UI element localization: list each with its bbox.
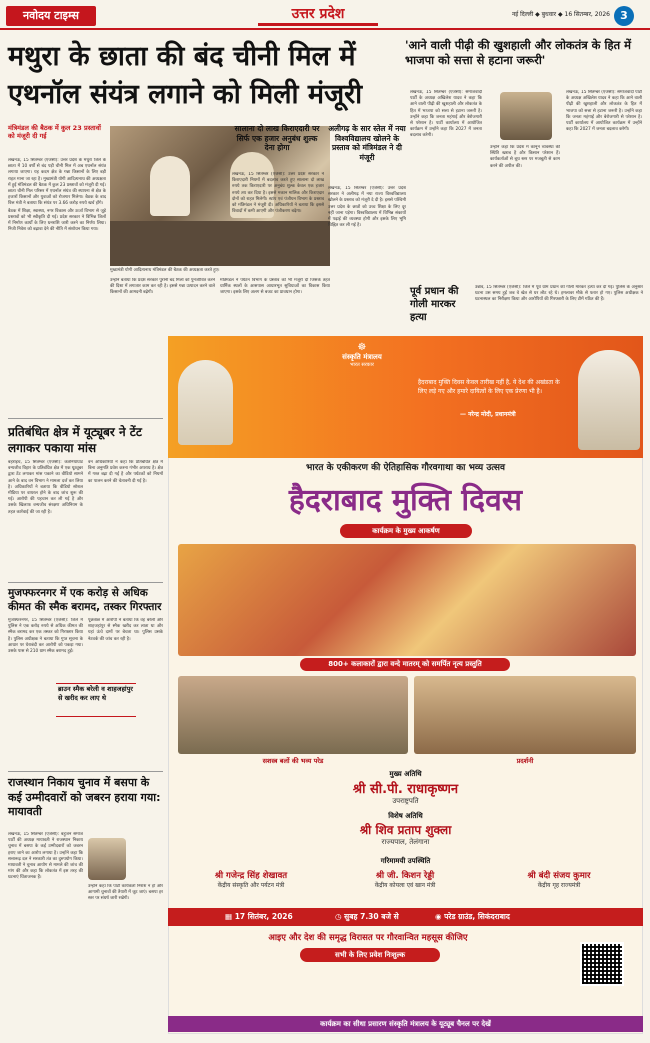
divider bbox=[8, 771, 163, 772]
parade-photo bbox=[178, 676, 408, 754]
akhilesh-body3: लखनऊ, 15 सितम्बर (एजेंसी): समाजवादी पार्टी के अध्यक्ष अखिलेश यादव ने कहा कि आने वाली पीढ़ी की खुशहाली और लोकतंत्र के हित में भाजपा को सत्ता से हटाना जरूरी है। उन्होंने कहा कि जनता महंगाई और बेरोजगारी से परेशान है। पार्टी कार्यालय में आयोजित कार्यक्रम में उन्होंने कहा कि 2027 में जनता बदलाव करेगी। bbox=[566, 90, 642, 133]
pm-portrait bbox=[578, 350, 640, 450]
location-icon: ◉ bbox=[435, 912, 445, 921]
youtuber-headline: प्रतिबंधित क्षेत्र में यूट्यूबर ने टेंट लगाकर पकाया मांस bbox=[8, 425, 142, 455]
issue-date: नई दिल्ली ◆ बुधवार ◆ 16 सितम्बर, 2026 bbox=[511, 11, 610, 18]
chief-label: मुख्य अतिथि bbox=[389, 770, 422, 778]
event-time-text: सुबह 7.30 बजे से bbox=[344, 912, 399, 921]
special-role: राज्यपाल, तेलंगाना bbox=[381, 838, 430, 846]
akhilesh-portrait bbox=[500, 92, 552, 140]
emblem-icon: ☸ bbox=[357, 342, 367, 353]
calendar-icon: ▦ bbox=[225, 912, 235, 921]
youtuber-body2: वन अधिकारियों ने कहा कि प्रतिबंधित क्षेत्र में बिना अनुमति प्रवेश करना गंभीर अपराध है। क्षेत्र में गश्त बढ़ा दी गई है और पर्यटकों को नियमों का पालन करने की चेतावनी दी गई है। bbox=[88, 460, 163, 484]
pm-quote: हैदराबाद मुक्ति दिवस केवल तारीख नहीं है, ये देश की अखंडता के लिए लड़े गए और हमारे दायित्वों के लिए एक प्रेरणा भी है। bbox=[418, 379, 560, 395]
ministry-sub: भारत सरकार bbox=[350, 362, 374, 368]
event-venue bbox=[435, 910, 585, 924]
chief-role: उपराष्ट्रपति bbox=[392, 797, 419, 805]
divider bbox=[8, 582, 163, 583]
smack-body2: पूछताछ में आरोपी ने बताया कि वह बरेली और शाहजहांपुर से स्मैक खरीद कर लाता था और यहां ऊंचे दामों पर बेचता था। पुलिस उसके नेटवर्क की जांच कर रही है। bbox=[88, 618, 163, 642]
event-date-text: 17 सितंबर, 2026 bbox=[234, 912, 293, 921]
rent-body: लखनऊ, 15 सितम्बर (एजेंसी): उत्तर प्रदेश सरकार ने किराएदारी नियमों में बदलाव करते हुए सालाना दो लाख रुपये तक किराएदारी पर अनुबंध शुल्क केवल एक हजार रुपये तय कर दिया है। इससे मकान मालिक और किराएदार दोनों को राहत मिलेगी। स्टांप एवं पंजीयन विभाग के प्रस्ताव को मंत्रिमंडल ने मंजूरी दी। अधिकारियों ने बताया कि इससे विवादों में कमी आएगी और पंजीकरण बढ़ेगा। bbox=[232, 172, 324, 215]
guest-2-role: केंद्रीय कोयला एवं खान मंत्री bbox=[374, 882, 436, 889]
guest-1 bbox=[176, 870, 326, 889]
event-time bbox=[335, 910, 435, 924]
special-label: विशेष अतिथि bbox=[388, 812, 423, 820]
aligarh-headline: अलीगढ़ के सार स्तेल में नया विश्वविद्यालय खोलने के प्रस्ताव को मंत्रिमंडल ने दी मंजूरी bbox=[328, 124, 406, 162]
guests-label: गरिमामयी उपस्थिति bbox=[380, 857, 431, 865]
guest-2 bbox=[330, 870, 480, 889]
page-number: 3 bbox=[614, 6, 634, 26]
murder-body: उन्नाव, 15 सितम्बर (एजेंसी): जिले में पूर्व ग्राम प्रधान की गोली मारकर हत्या कर दी गई। पुलिस के अनुसार घटना उस समय हुई जब वे खेत से घर लौट रहे थे। हमलावर मौके से फरार हो गए। पुलिस अधीक्षक ने घटनास्थल का निरीक्षण किया और आरोपियों की गिरफ्तारी के लिए टीमें गठित की हैं। bbox=[475, 285, 643, 303]
dance-caption: 800+ कलाकारों द्वारा वन्दे मातरम् को समर्पित नृत्य प्रस्तुति bbox=[300, 658, 510, 671]
guest-3 bbox=[484, 870, 634, 889]
smack-body: मुजफ्फरनगर, 15 सितम्बर (एजेंसी): जिले में पुलिस ने एक करोड़ रुपये से अधिक कीमत की स्मैक बरामद कर एक तस्कर को गिरफ्तार किया है। पुलिस अधीक्षक ने बताया कि गुप्त सूचना के आधार पर घेराबंदी कर आरोपी को पकड़ा गया। उसके पास से 210 ग्राम स्मैक बरामद हुई। bbox=[8, 618, 83, 655]
mayawati-body2: उन्होंने कहा कि पार्टी कार्यकर्ता निराश न हों और आगामी चुनावों की तैयारी में जुट जाएं। बसपा हर स्तर पर संघर्ष जारी रखेगी। bbox=[88, 884, 163, 902]
parade-caption: सशस्त्र बलों की भव्य परेड bbox=[262, 757, 324, 765]
qr-code-icon[interactable] bbox=[580, 942, 624, 986]
murder-headline: पूर्व प्रधान की गोली मारकर हत्या bbox=[410, 286, 459, 323]
akhilesh-body: लखनऊ, 15 सितम्बर (एजेंसी): समाजवादी पार्टी के अध्यक्ष अखिलेश यादव ने कहा कि आने वाली पीढ़ी की खुशहाली और लोकतंत्र के हित में भाजपा को सत्ता से हटाना जरूरी है। उन्होंने कहा कि जनता महंगाई और बेरोजगारी से परेशान है। पार्टी कार्यालय में आयोजित कार्यक्रम में उन्होंने कहा कि 2027 में जनता बदलाव करेगी। bbox=[410, 90, 482, 139]
special-name: श्री शिव प्रताप शुक्ला bbox=[359, 823, 452, 837]
guest-1-role: केंद्रीय संस्कृति और पर्यटन मंत्री bbox=[217, 882, 285, 889]
guest-1-name: श्री गजेन्द्र सिंह शेखावत bbox=[214, 871, 288, 881]
clock-icon: ◷ bbox=[335, 912, 345, 921]
ad-title: हैदराबाद मुक्ति दिवस bbox=[288, 483, 523, 518]
minister-portrait bbox=[178, 360, 233, 445]
guest-3-name: श्री बंदी संजय कुमार bbox=[527, 871, 591, 881]
exhibition-caption: प्रदर्शनी bbox=[516, 757, 534, 765]
chief-guest bbox=[168, 770, 643, 806]
entry-free: सभी के लिए प्रवेश निःशुल्क bbox=[300, 948, 440, 962]
mayawati-portrait bbox=[88, 838, 126, 880]
ad-cta: आइए और देश की समृद्ध विरासत पर गौरवान्वित महसूस कीजिए bbox=[268, 933, 468, 943]
chief-name: श्री सी.पी. राधाकृष्णन bbox=[352, 782, 459, 797]
aligarh-body: लखनऊ, 15 सितम्बर (एजेंसी): उत्तर प्रदेश सरकार ने अलीगढ़ में नया राज्य विश्वविद्यालय खोलने के प्रस्ताव को मंजूरी दे दी है। इससे पश्चिमी उत्तर प्रदेश के छात्रों को उच्च शिक्षा के लिए दूर नहीं जाना पड़ेगा। विश्वविद्यालय में विभिन्न संकायों में पढ़ाई की व्यवस्था होगी और इसके लिए भूमि चिह्नित कर ली गई है। bbox=[328, 186, 406, 229]
ad-subtitle: भारत के एकीकरण की ऐतिहासिक गौरवगाथा का भव्य उत्सव bbox=[306, 463, 505, 473]
mayawati-headline: राजस्थान निकाय चुनाव में बसपा के कई उम्मीदवारों को जबरन हराया गया: मायावती bbox=[8, 776, 161, 818]
person-figure-icon bbox=[150, 156, 190, 216]
ministry-block bbox=[312, 342, 412, 368]
section-title: उत्तर प्रदेश bbox=[258, 4, 378, 26]
smack-headline: मुजफ्फरनगर में एक करोड़ से अधिक कीमत की स्मैक बरामद, तस्कर गिरफ्तार bbox=[8, 587, 162, 613]
ad-footer: कार्यक्रम का सीधा प्रसारण संस्कृति मंत्रालय के यूट्यूब चैनल पर देखें bbox=[168, 1016, 643, 1032]
akhilesh-headline: 'आने वाली पीढ़ी की खुशहाली और लोकतंत्र के हित में भाजपा को सत्ता से हटाना जरूरी' bbox=[405, 38, 632, 67]
akhilesh-body2: उन्होंने कहा कि प्रदेश में कानून व्यवस्था की स्थिति खराब है और किसान परेशान हैं। कार्यकर्ताओं से बूथ स्तर पर मजबूती से काम करने की अपील की। bbox=[490, 145, 560, 169]
lead-headline: मथुरा के छाता की बंद चीनी मिल में एथनॉल संयंत्र लगाने को मिली मंजूरी bbox=[8, 41, 363, 110]
special-guest bbox=[168, 812, 643, 847]
dance-photo bbox=[178, 544, 636, 656]
youtuber-body: बहराइच, 15 सितम्बर (एजेंसी): कतर्नियाघाट वन्यजीव विहार के प्रतिबंधित क्षेत्र में एक यूट्यूबर द्वारा टेंट लगाकर मांस पकाने का वीडियो सामने आने के बाद वन विभाग ने मामला दर्ज कर लिया है। अधिकारियों ने बताया कि वीडियो सोशल मीडिया पर वायरल होने के बाद जांच शुरू की गई। आरोपी की पहचान कर ली गई है और उसके खिलाफ वन्यजीव संरक्षण अधिनियम के तहत कार्रवाई की जा रही है। bbox=[8, 460, 83, 515]
photo-caption: मुख्यमंत्री योगी आदित्यनाथ मंत्रिमंडल की बैठक की अध्यक्षता करते हुए। bbox=[110, 268, 220, 273]
lead-kicker: मंत्रिमंडल की बैठक में कुल 23 प्रस्तावों को मंजूरी दी गई bbox=[8, 124, 101, 140]
rent-headline: सालाना दो लाख किराएदारी पर सिर्फ एक हजार अनुबंध शुल्क देना होगा bbox=[234, 124, 320, 152]
exhibition-photo bbox=[414, 676, 636, 754]
lead-body-col3: मंत्रिमंडल ने पर्यटन विभाग के प्रस्ताव को भी मंजूरी दी जिसके तहत धार्मिक स्थलों के आसपास आधारभूत सुविधाओं का विकास किया जाएगा। इसके लिए अलग से बजट का प्रावधान होगा। bbox=[220, 278, 330, 296]
mayawati-body: लखनऊ, 15 सितम्बर (एजेंसी): बहुजन समाज पार्टी की अध्यक्ष मायावती ने राजस्थान निकाय चुनाव में बसपा के कई उम्मीदवारों को जबरन हराए जाने का आरोप लगाया है। उन्होंने कहा कि सत्तारूढ़ दल ने सरकारी तंत्र का दुरुपयोग किया। मायावती ने चुनाव आयोग से मामले की जांच की मांग की और कहा कि लोकतंत्र में इस तरह की घटनाएं चिंताजनक हैं। bbox=[8, 832, 83, 881]
lead-body-col1: लखनऊ, 15 सितम्बर (एजेंसी): उत्तर प्रदेश के मथुरा जिले के छाता में 10 वर्षों से बंद पड़ी चीनी मिल में अब एथनॉल संयंत्र लगाया जाएगा। यह कदम क्षेत्र के गन्ना किसानों के लिए बड़ी राहत माना जा रहा है। मुख्यमंत्री योगी आदित्यनाथ की अध्यक्षता में हुई मंत्रिमंडल की बैठक में कुल 23 प्रस्तावों को मंजूरी दी गई। छाता चीनी मिल परिसर में एथनॉल संयंत्र की स्थापना से क्षेत्र के हजारों किसानों और युवाओं को रोजगार मिलेगा। बैठक के बाद वित्त मंत्री ने बताया कि संयंत्र पर 3.66 करोड़ रुपये खर्च होंगे। बैठक में शिक्षा, स्वास्थ्य, नगर विकास और ऊर्जा विभाग से जुड़े प्रस्तावों को भी स्वीकृति दी गई। प्रदेश सरकार ने विभिन्न जिलों में निर्माण कार्यों के लिए धनराशि जारी करने का निर्णय लिया। निजी निवेश को बढ़ावा देने की नीति में संशोधन किया गया। bbox=[8, 158, 106, 233]
guest-2-name: श्री जी. किशन रेड्डी bbox=[375, 871, 435, 881]
divider bbox=[8, 418, 163, 419]
pm-name: — नरेन्द्र मोदी, प्रधानमंत्री bbox=[460, 411, 516, 418]
guest-3-role: केंद्रीय गृह राज्यमंत्री bbox=[537, 882, 581, 889]
smack-pullquote: ब्राउन स्मैक बरेली व शाहजहांपुर से खरीद कर लाए थे bbox=[56, 683, 136, 717]
newspaper-logo: नवोदय टाइम्स bbox=[6, 6, 96, 26]
event-date bbox=[225, 910, 335, 924]
event-venue-text: परेड ग्राउंड, सिकंदराबाद bbox=[444, 912, 510, 921]
highlights-label: कार्यक्रम के मुख्य आकर्षण bbox=[340, 524, 472, 538]
lead-body-col2: उन्होंने बताया कि प्रदेश सरकार पुरानी बंद मिलों को पुनर्जीवित करने की दिशा में लगातार काम कर रही है। इससे गन्ना उत्पादन करने वाले किसानों की आमदनी बढ़ेगी। bbox=[110, 278, 215, 296]
ministry-name: संस्कृति मंत्रालय bbox=[342, 353, 382, 361]
